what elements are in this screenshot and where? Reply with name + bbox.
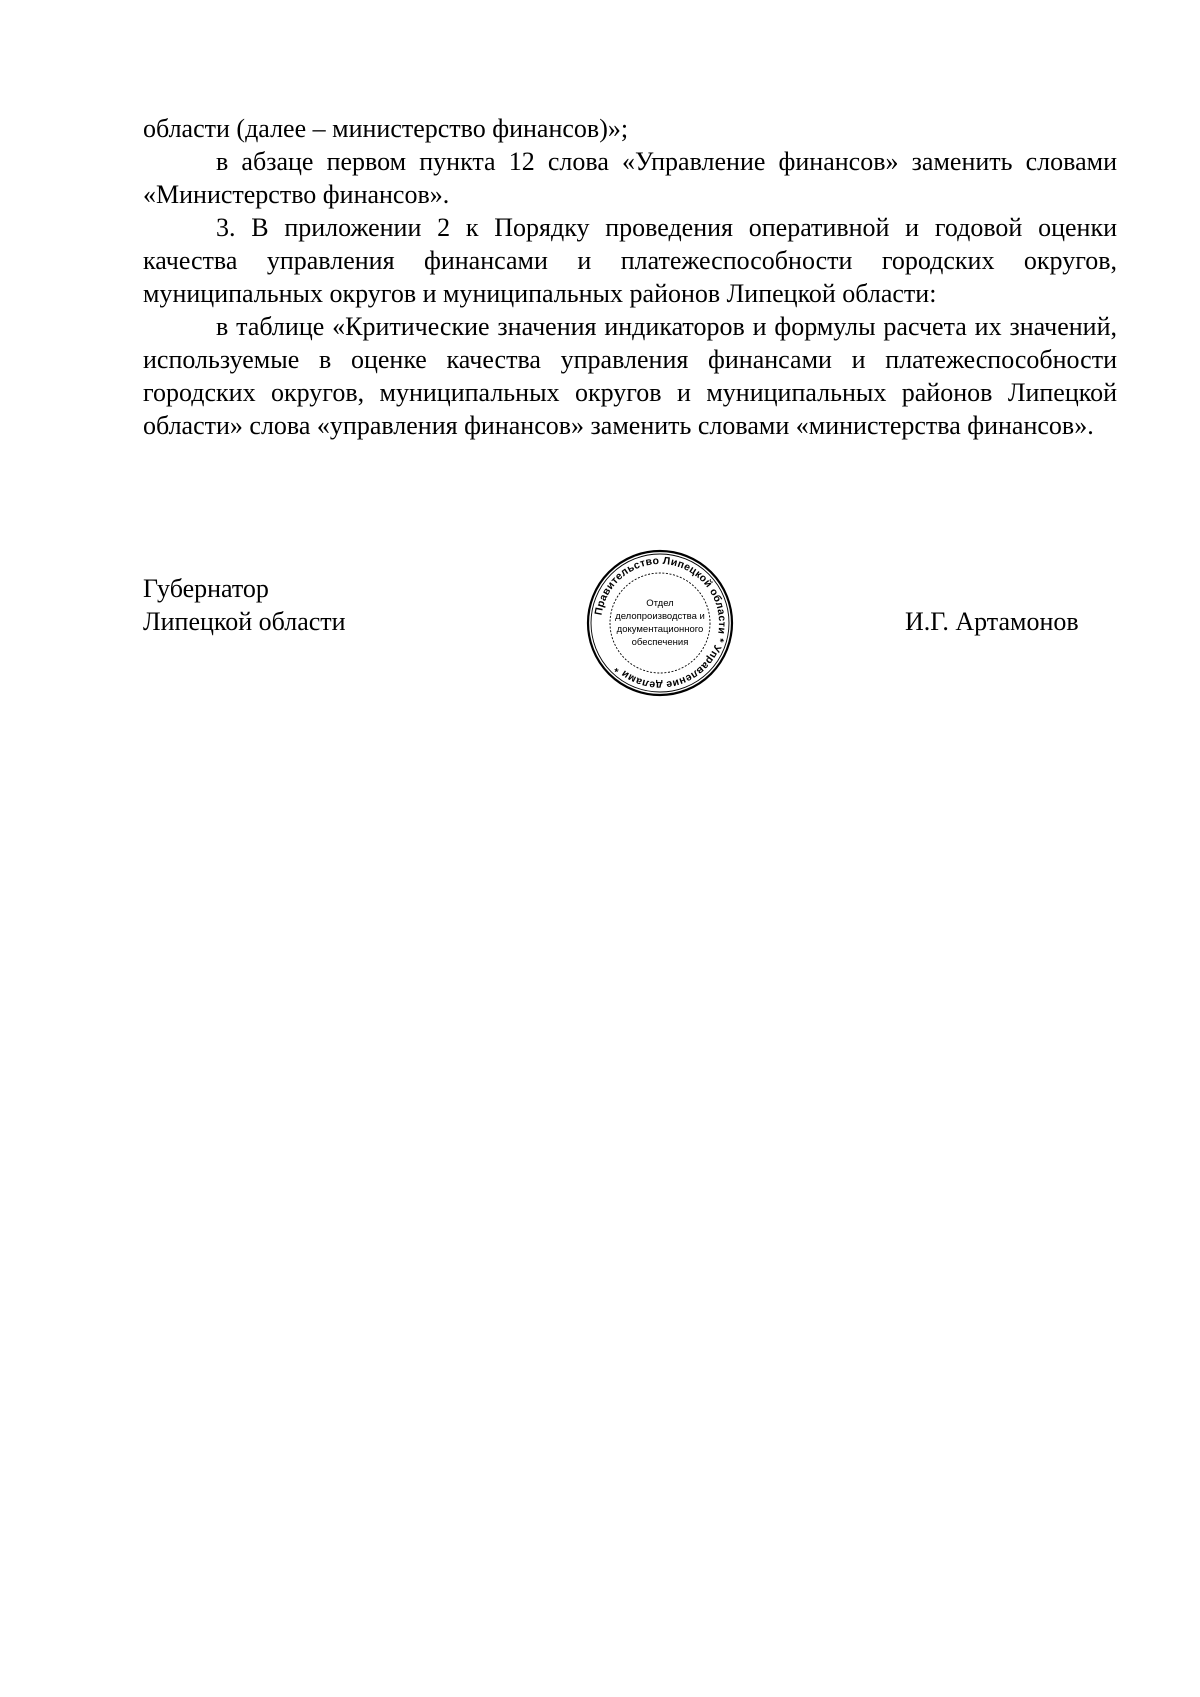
signatory-title-line-1: Губернатор (143, 574, 269, 603)
paragraph-item-12-amendment: в абзаце первом пункта 12 слова «Управление финансов» заменить словами «Министерство финансов». (143, 147, 1117, 209)
stamp-center-line-2: делопроизводства и (615, 611, 705, 622)
paragraph-continuation: области (далее – министерство финансов)»; (143, 114, 629, 143)
signatory-title-line-2: Липецкой области (143, 607, 346, 636)
paragraph-table-amendment: в таблице «Критические значения индикаторов и формулы расчета их значений, используемые в оценке качества управления финансами и платежеспособности городских округов, муниципальных округов и муниципальных районов Липецкой области» слова «управления финансов» заменить словами «министерства финансов». (143, 312, 1117, 440)
stamp-seal-graphic (585, 548, 735, 698)
paragraph-item-3: 3. В приложении 2 к Порядку проведения оперативной и годовой оценки качества управления финансами и платежеспособности городских округов, муниципальных округов и муниципальных районов Липецкой области: (143, 213, 1117, 308)
signatory-title (143, 572, 346, 638)
stamp-center-line-3: документационного (616, 624, 704, 635)
stamp-center-line-4: обеспечения (631, 637, 689, 648)
stamp-center-line-1: Отдел (646, 598, 674, 609)
stamp-ring-text: Правительство Липецкой области * Управление делами * (592, 554, 729, 692)
document-body (143, 112, 1117, 442)
signatory-name: И.Г. Артамонов (905, 607, 1079, 636)
official-stamp (585, 548, 735, 698)
